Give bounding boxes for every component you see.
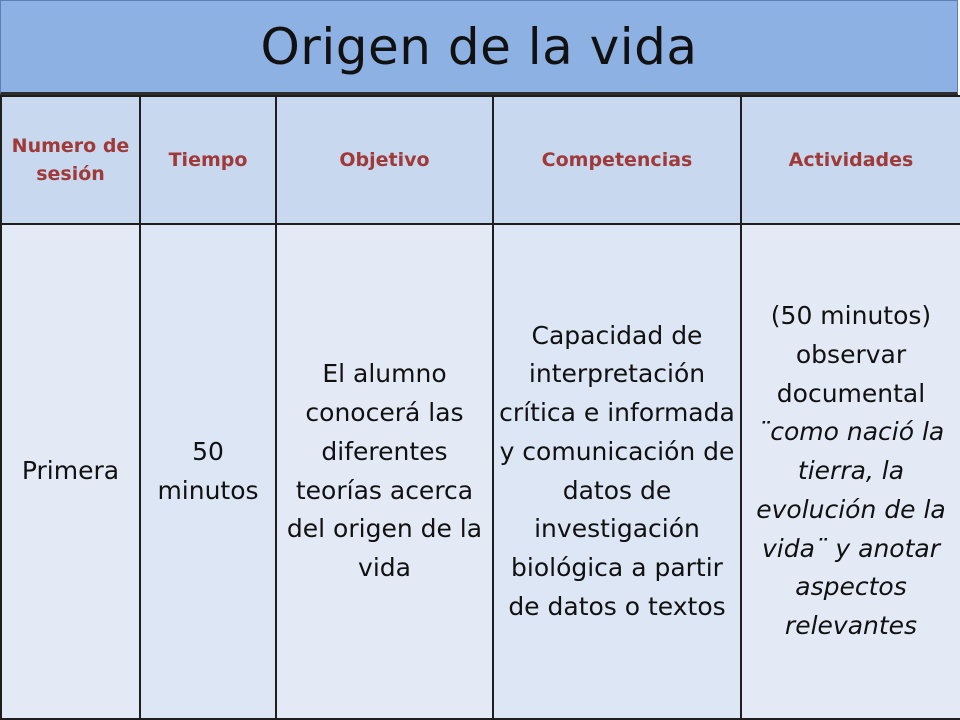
header-tiempo: Tiempo bbox=[140, 96, 276, 224]
cell-time: 50 minutos bbox=[140, 224, 276, 719]
activities-lead-text: (50 minutos) observar documental bbox=[770, 301, 932, 408]
title-bar bbox=[0, 0, 958, 95]
table-header-row bbox=[1, 96, 960, 224]
table-row bbox=[1, 224, 960, 719]
cell-activities bbox=[741, 224, 960, 719]
cell-session: Primera bbox=[1, 224, 140, 719]
cell-objective: El alumno conocerá las diferentes teorías acerca del origen de la vida bbox=[276, 224, 493, 719]
activities-italic-text: ¨como nació la tierra, la evolución de la vida¨ y anotar aspectos relevantes bbox=[756, 417, 946, 641]
header-actividades: Actividades bbox=[741, 96, 960, 224]
header-competencias: Competencias bbox=[493, 96, 741, 224]
slide-title: Origen de la vida bbox=[260, 17, 698, 76]
header-numero-sesion: Numero de sesión bbox=[1, 96, 140, 224]
cell-competencies: Capacidad de interpretación crítica e informada y comunicación de datos de investigación biológica a partir de datos o textos bbox=[493, 224, 741, 719]
session-plan-table bbox=[0, 95, 960, 720]
header-objetivo: Objetivo bbox=[276, 96, 493, 224]
